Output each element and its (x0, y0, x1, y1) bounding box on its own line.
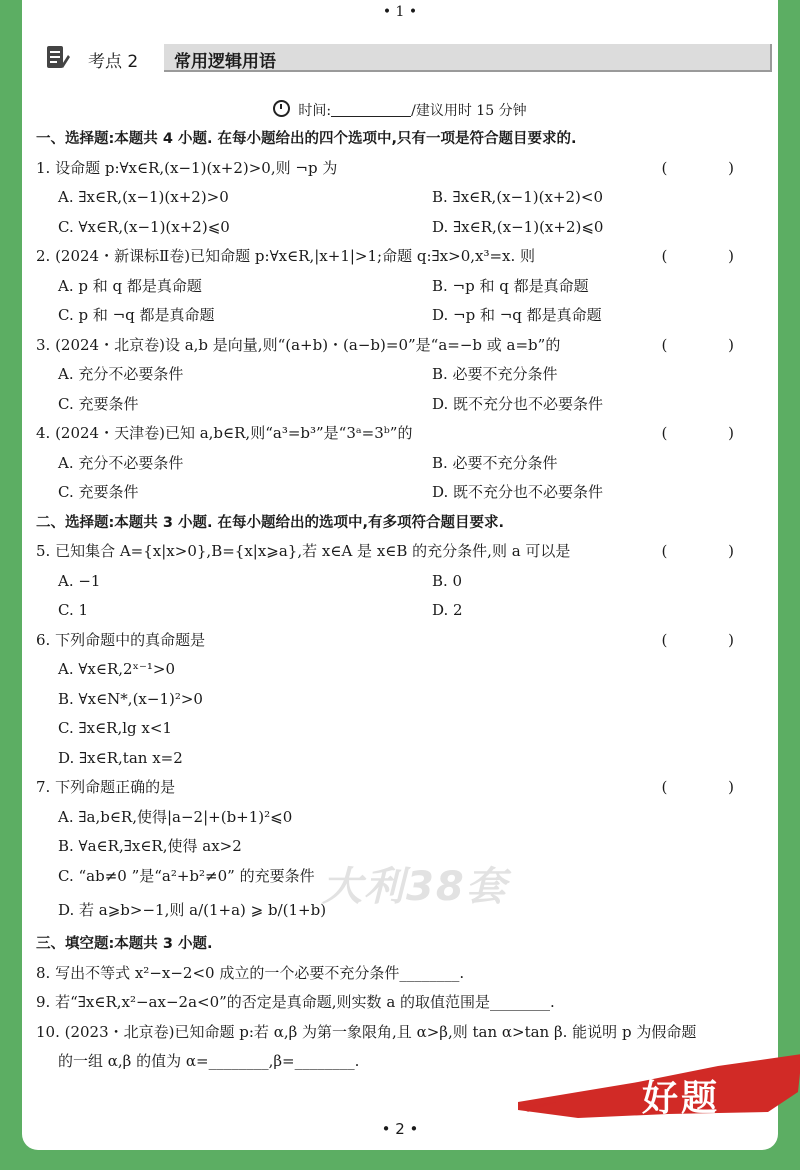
title-bar (164, 44, 772, 72)
option-text: D. ∃x∈R,tan x=2 (58, 748, 183, 767)
question-text: 5. 已知集合 A={x|x>0},B={x|x⩾a},若 x∈A 是 x∈B 的充分条件,则 a 可以是 (36, 542, 571, 560)
option-row (36, 803, 762, 833)
option-row (36, 360, 762, 390)
option-row (36, 272, 762, 302)
option-row (36, 478, 762, 508)
section-heading-text: 一、选择题:本题共 4 小题. 在每小题给出的四个选项中,只有一项是符合题目要求的. (36, 131, 577, 147)
option-row (36, 596, 762, 626)
option-row (36, 655, 762, 685)
option-row (36, 449, 762, 479)
clock-icon (273, 100, 290, 117)
section-heading (36, 929, 762, 959)
option-text: A. ∃a,b∈R,使得|a−2|+(b+1)²⩽0 (58, 807, 293, 826)
option-left: C. ∀x∈R,(x−1)(x+2)⩽0 (58, 217, 230, 236)
suggested-time: /建议用时 15 分钟 (411, 103, 527, 119)
option-row (36, 213, 762, 243)
question-stem (36, 1018, 762, 1048)
question-stem (36, 331, 762, 361)
question-text: 6. 下列命题中的真命题是 (36, 630, 206, 649)
question-text: 9. 若“∃x∈R,x²−ax−2a<0”的否定是真命题,则实数 a 的取值范围是________. (36, 993, 555, 1011)
option-right: D. ∃x∈R,(x−1)(x+2)⩽0 (432, 217, 604, 236)
option-left: C. p 和 ¬q 都是真命题 (58, 306, 215, 324)
option-right: D. 既不充分也不必要条件 (432, 483, 604, 501)
option-row (36, 183, 762, 213)
option-text: C. ∃x∈R,lg x<1 (58, 719, 172, 737)
answer-parentheses: ( ) (661, 247, 762, 265)
answer-parentheses: ( ) (661, 424, 762, 442)
top-page-number: • 1 • (382, 4, 418, 20)
watermark: 大利38套 (322, 864, 508, 910)
option-row (36, 390, 762, 420)
time-label: 时间: (298, 103, 332, 119)
option-text: A. ∀x∈R,2ˣ⁻¹>0 (58, 660, 175, 678)
answer-parentheses: ( ) (661, 630, 762, 649)
option-right: D. 既不充分也不必要条件 (432, 394, 604, 413)
section-heading (36, 124, 762, 154)
question-stem (36, 242, 762, 272)
option-right: D. ¬p 和 ¬q 都是真命题 (432, 306, 602, 324)
option-row (36, 714, 762, 744)
good-question-stamp: 好题 (642, 1078, 721, 1119)
option-right: D. 2 (432, 601, 463, 619)
option-left: A. 充分不必要条件 (58, 365, 184, 383)
question-stem (36, 959, 762, 989)
question-stem (36, 988, 762, 1018)
option-row (36, 301, 762, 331)
topic-label: 考点 2 (88, 52, 139, 72)
question-stem (36, 154, 762, 184)
option-text: B. ∀x∈N*,(x−1)²>0 (58, 689, 203, 708)
question-stem (36, 626, 762, 656)
question-text: 3. (2024・北京卷)设 a,b 是向量,则“(a+b)・(a−b)=0”是“a=−b 或 a=b”的 (36, 335, 561, 354)
option-left: C. 充要条件 (58, 483, 139, 501)
question-text: 2. (2024・新课标Ⅱ卷)已知命题 p:∀x∈R,|x+1|>1;命题 q:∃x>0,x³=x. 则 (36, 247, 536, 265)
option-row (36, 567, 762, 597)
questions-body (36, 124, 762, 1077)
answer-parentheses: ( ) (661, 542, 762, 560)
option-left: C. 1 (58, 601, 89, 619)
section-heading-text: 三、填空题:本题共 3 小题. (36, 936, 213, 952)
section-heading-text: 二、选择题:本题共 3 小题. 在每小题给出的选项中,有多项符合题目要求. (36, 514, 505, 531)
question-text: 10. (2023・北京卷)已知命题 p:若 α,β 为第一象限角,且 α>β,则 tan α>tan β. 能说明 p 为假命题 (36, 1022, 697, 1041)
option-right: B. ∃x∈R,(x−1)(x+2)<0 (432, 188, 603, 206)
option-left: A. ∃x∈R,(x−1)(x+2)>0 (58, 188, 229, 206)
option-text: C. “ab≠0 ”是“a²+b²≠0” 的充要条件 (58, 866, 315, 885)
option-row (36, 685, 762, 715)
answer-parentheses: ( ) (661, 778, 762, 796)
option-left: A. −1 (58, 571, 101, 590)
time-blank[interactable] (331, 102, 411, 117)
option-row (36, 744, 762, 774)
option-text: B. ∀a∈R,∃x∈R,使得 ax>2 (58, 837, 242, 855)
option-right: B. 必要不充分条件 (432, 453, 558, 472)
answer-parentheses: ( ) (661, 158, 762, 177)
question-stem (36, 537, 762, 567)
question-stem (36, 773, 762, 803)
option-left: A. 充分不必要条件 (58, 453, 184, 472)
question-stem (36, 419, 762, 449)
option-text: 的一组 α,β 的值为 α=________,β=________. (58, 1052, 360, 1070)
section-title: 常用逻辑用语 (174, 52, 276, 72)
section-heading (36, 508, 762, 538)
option-left: C. 充要条件 (58, 394, 139, 413)
question-text: 1. 设命题 p:∀x∈R,(x−1)(x+2)>0,则 ¬p 为 (36, 158, 338, 177)
option-text: D. 若 a⩾b>−1,则 a/(1+a) ⩾ b/(1+b) (58, 901, 327, 919)
question-text: 7. 下列命题正确的是 (36, 778, 176, 796)
answer-parentheses: ( ) (661, 335, 762, 354)
question-text: 4. (2024・天津卷)已知 a,b∈R,则“a³=b³”是“3ᵃ=3ᵇ”的 (36, 424, 413, 442)
bottom-page-number: • 2 • (381, 1120, 419, 1138)
question-text: 8. 写出不等式 x²−x−2<0 成立的一个必要不充分条件________. (36, 963, 465, 982)
time-row (22, 100, 778, 120)
option-right: B. 0 (432, 571, 463, 590)
section-header (46, 44, 772, 74)
notepad-pencil-icon (46, 44, 70, 72)
option-right: B. ¬p 和 q 都是真命题 (432, 276, 589, 295)
option-left: A. p 和 q 都是真命题 (58, 276, 202, 295)
option-right: B. 必要不充分条件 (432, 365, 558, 383)
worksheet-page (22, 0, 778, 1150)
